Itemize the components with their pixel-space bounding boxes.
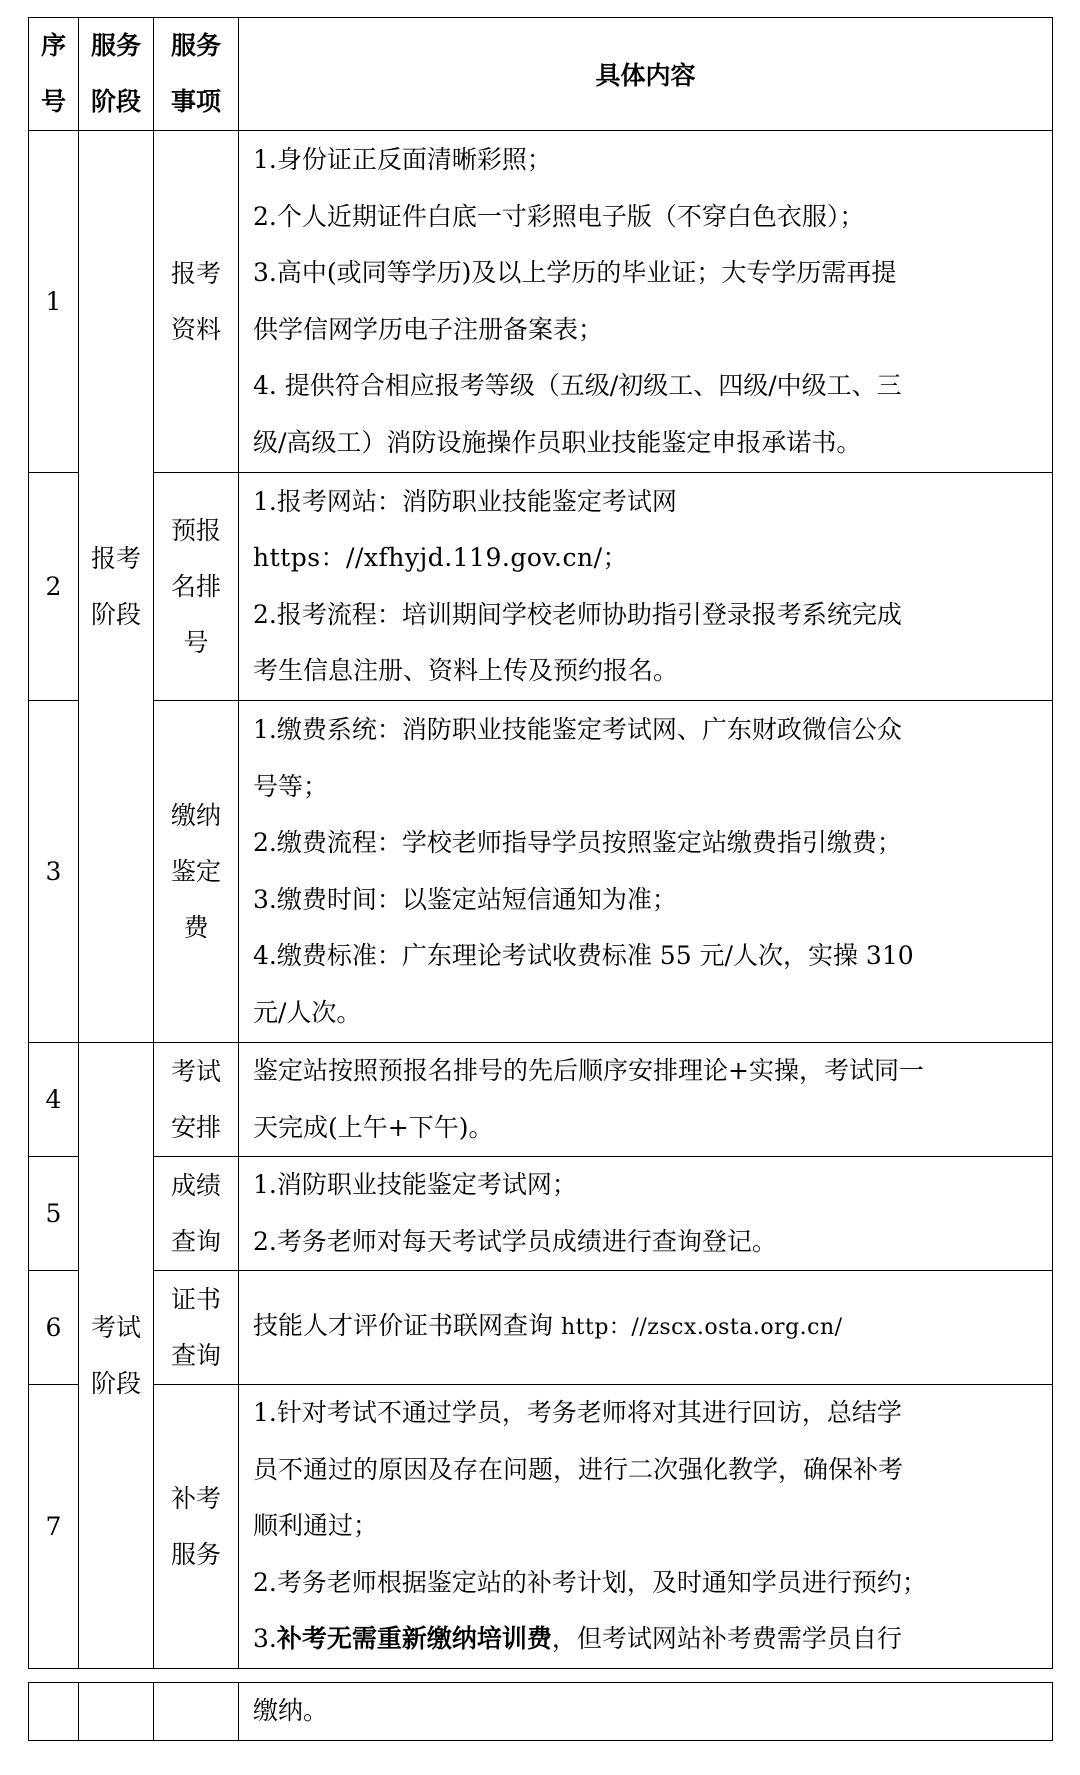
table-row [29, 701, 1053, 1043]
row-number: 1 [29, 131, 79, 473]
row-number: 3 [29, 701, 79, 1043]
empty-cell [79, 1683, 154, 1741]
row-number: 6 [29, 1271, 79, 1385]
table-row [29, 1043, 1053, 1157]
empty-cell [154, 1683, 239, 1741]
item-cell: 成绩 查询 [154, 1157, 239, 1271]
header-item: 服务 事项 [154, 18, 239, 131]
stage-cell: 报考 阶段 [79, 131, 154, 1043]
table-row [29, 131, 1053, 473]
item-cell: 预报 名排 号 [154, 473, 239, 701]
continuation-table [28, 1682, 1053, 1741]
row-number: 5 [29, 1157, 79, 1271]
content-cell: 缴纳。 [239, 1683, 1053, 1741]
row-number: 7 [29, 1385, 79, 1669]
certificate-query-url[interactable]: http：//zscx.osta.org.cn/ [560, 1315, 843, 1341]
table-row [29, 1271, 1053, 1385]
table-row [29, 1683, 1053, 1741]
item-cell: 缴纳 鉴定 费 [154, 701, 239, 1043]
content-cell: 1.身份证正反面清晰彩照； 2.个人近期证件白底一寸彩照电子版（不穿白色衣服）； 3.高中(或同等学历)及以上学历的毕业证；大专学历需再提 供学信网学历电子注册备案表； 4. 提供符合相应报考等级（五级/初级工、四级/中级工、三 级/高级工）消防设施操作员职业技能鉴定申报承诺书。 [239, 131, 1053, 473]
stage-cell: 考试 阶段 [79, 1043, 154, 1669]
content-cell: 1.针对考试不通过学员，考务老师将对其进行回访，总结学 员不通过的原因及存在问题，进行二次强化教学，确保补考 顺利通过； 2.考务老师根据鉴定站的补考计划，及时通知学员进行预约； 3.补考无需重新缴纳培训费，但考试网站补考费需学员自行 [239, 1385, 1053, 1669]
table-row [29, 1385, 1053, 1669]
item-cell: 补考 服务 [154, 1385, 239, 1669]
bold-notice: 补考无需重新缴纳培训费 [276, 1624, 552, 1654]
service-table [28, 17, 1053, 1669]
empty-cell [29, 1683, 79, 1741]
exam-website-url[interactable]: https：//xfhyjd.119.gov.cn/； [253, 543, 628, 572]
row-number: 4 [29, 1043, 79, 1157]
header-no: 序 号 [29, 18, 79, 131]
content-cell: 1.消防职业技能鉴定考试网； 2.考务老师对每天考试学员成绩进行查询登记。 [239, 1157, 1053, 1271]
table-row [29, 1157, 1053, 1271]
table-row [29, 473, 1053, 701]
content-cell: 1.缴费系统：消防职业技能鉴定考试网、广东财政微信公众 号等； 2.缴费流程：学校老师指导学员按照鉴定站缴费指引缴费； 3.缴费时间：以鉴定站短信通知为准； 4.缴费标准：广东理论考试收费标准 55 元/人次，实操 310 元/人次。 [239, 701, 1053, 1043]
content-cell: 鉴定站按照预报名排号的先后顺序安排理论+实操，考试同一 天完成(上午+下午)。 [239, 1043, 1053, 1157]
header-stage: 服务 阶段 [79, 18, 154, 131]
content-cell: 技能人才评价证书联网查询 http：//zscx.osta.org.cn/ [239, 1271, 1053, 1385]
content-cell: 1.报考网站：消防职业技能鉴定考试网 https：//xfhyjd.119.gov.cn/； 2.报考流程：培训期间学校老师协助指引登录报考系统完成 考生信息注册、资料上传及预约报名。 [239, 473, 1053, 701]
table-header-row [29, 18, 1053, 131]
header-content: 具体内容 [239, 18, 1053, 131]
item-cell: 考试 安排 [154, 1043, 239, 1157]
row-number: 2 [29, 473, 79, 701]
item-cell: 报考 资料 [154, 131, 239, 473]
item-cell: 证书 查询 [154, 1271, 239, 1385]
